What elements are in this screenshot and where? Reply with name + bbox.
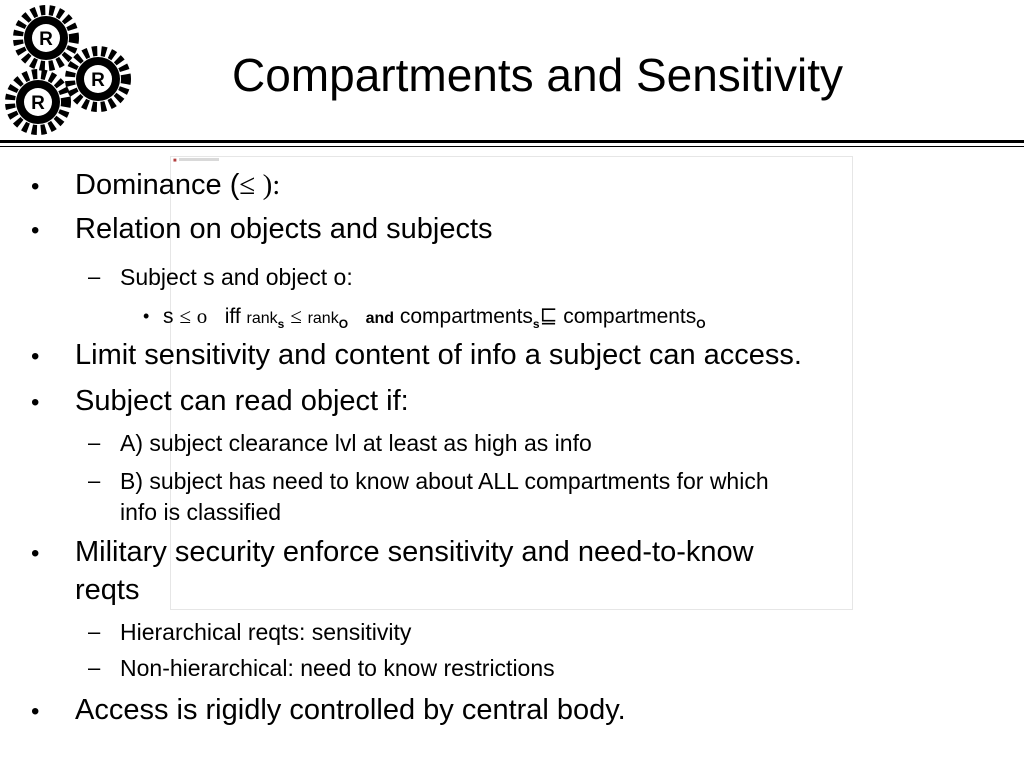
dash-marker: –: [88, 619, 101, 644]
dash-marker: –: [88, 430, 101, 455]
dominance-formula: s ≤ o iff rank$_s$ ≤ rank$_O$ and compartments$_s$⊑ compartments$_O$: [163, 304, 706, 331]
sub-bullet-hierarchical: Hierarchical reqts: sensitivity: [120, 619, 412, 645]
dash-marker: –: [88, 264, 101, 289]
sub-bullet-clearance: A) subject clearance lvl at least as high as info: [120, 430, 592, 456]
bullet-read-object: Subject can read object if:: [75, 385, 409, 417]
bullet-military-security-cont: reqts: [75, 574, 140, 606]
svg-text:R: R: [91, 70, 105, 91]
bullet-marker: •: [143, 306, 150, 326]
svg-text:R: R: [39, 29, 53, 50]
bullet-marker: •: [31, 217, 40, 244]
bullet-marker: •: [31, 389, 40, 416]
sub-bullet-need-to-know: B) subject has need to know about ALL compartments for which: [120, 468, 769, 494]
bullet-marker: •: [31, 173, 40, 200]
bullet-marker: •: [31, 698, 40, 725]
bullet-dominance: Dominance (≤ ):: [75, 169, 281, 201]
bullet-military-security: Military security enforce sensitivity and need-to-know: [75, 536, 754, 568]
sub-bullet-need-to-know-cont: info is classified: [120, 499, 282, 525]
bullet-limit-sensitivity: Limit sensitivity and content of info a subject can access.: [75, 339, 802, 371]
svg-text:R: R: [31, 93, 45, 114]
sub-bullet-non-hierarchical: Non-hierarchical: need to know restrictions: [120, 655, 555, 681]
sub-bullet-subject-object: Subject s and object o:: [120, 264, 353, 290]
bullet-relation: Relation on objects and subjects: [75, 213, 493, 245]
dash-marker: –: [88, 655, 101, 680]
slide-title: Compartments and Sensitivity: [232, 49, 844, 101]
bullet-marker: •: [31, 343, 40, 370]
bullet-marker: •: [31, 540, 40, 567]
bullet-access-controlled: Access is rigidly controlled by central body.: [75, 694, 626, 726]
embedded-object-icon: ■: [173, 158, 177, 164]
dash-marker: –: [88, 468, 101, 493]
